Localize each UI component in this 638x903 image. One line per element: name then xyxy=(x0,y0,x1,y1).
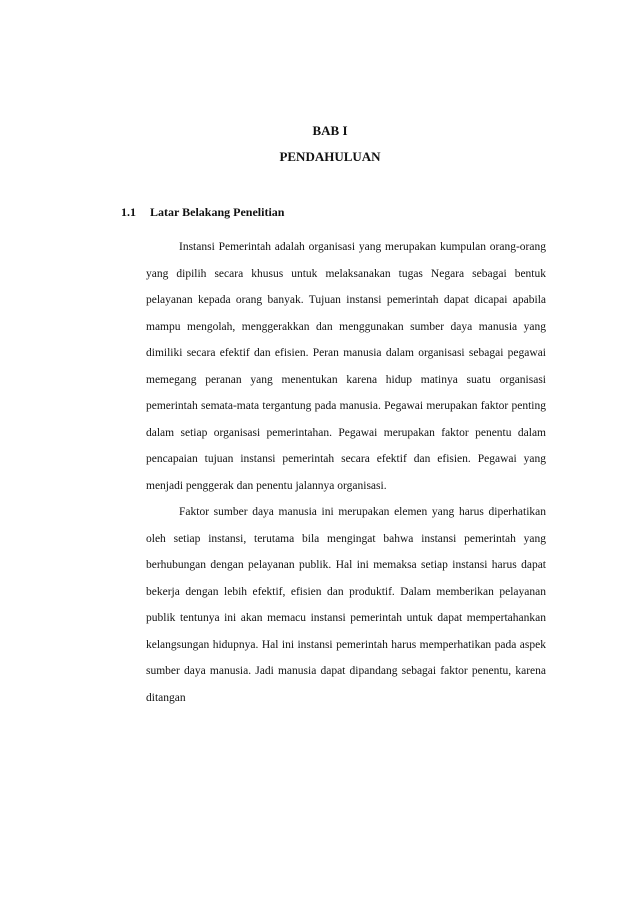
paragraph-1: Instansi Pemerintah adalah organisasi yang merupakan kumpulan orang-orang yang dipilih secara khusus untuk melaksanakan tugas Negara sebagai bentuk pelayanan kepada orang banyak. Tujuan instansi pemerintah dapat dicapai apabila mampu mengolah, menggerakkan dan menggunakan sumber daya manusia yang dimiliki secara efektif dan efisien. Peran manusia dalam organisasi sebagai pegawai memegang peranan yang menentukan karena hidup matinya suatu organisasi pemerintah semata-mata tergantung pada manusia. Pegawai merupakan faktor penting dalam setiap organisasi pemerintahan. Pegawai merupakan faktor penentu dalam pencapaian tujuan instansi pemerintah secara efektif dan efisien. Pegawai yang menjadi penggerak dan penentu jalannya organisasi. xyxy=(146,241,546,492)
chapter-title: PENDAHULUAN xyxy=(279,149,381,164)
chapter-label: BAB I xyxy=(312,123,348,138)
section-number: 1.1 xyxy=(121,205,136,219)
section-title: Latar Belakang Penelitian xyxy=(150,205,285,219)
paragraph-2: Faktor sumber daya manusia ini merupakan elemen yang harus diperhatikan oleh setiap instansi, terutama bila mengingat bahwa instansi pemerintah yang berhubungan dengan pelayanan publik. Hal ini memaksa setiap instansi harus dapat bekerja dengan lebih efektif, efisien dan produktif. Dalam memberikan pelayanan publik tentunya ini akan memacu instansi pemerintah untuk dapat mempertahankan kelangsungan hidupnya. Hal ini instansi pemerintah harus memperhatikan pada aspek sumber daya manusia. Jadi manusia dapat dipandang sebagai faktor penentu, karena ditangan xyxy=(146,506,546,704)
section-heading xyxy=(121,205,284,220)
body-text xyxy=(146,234,546,711)
